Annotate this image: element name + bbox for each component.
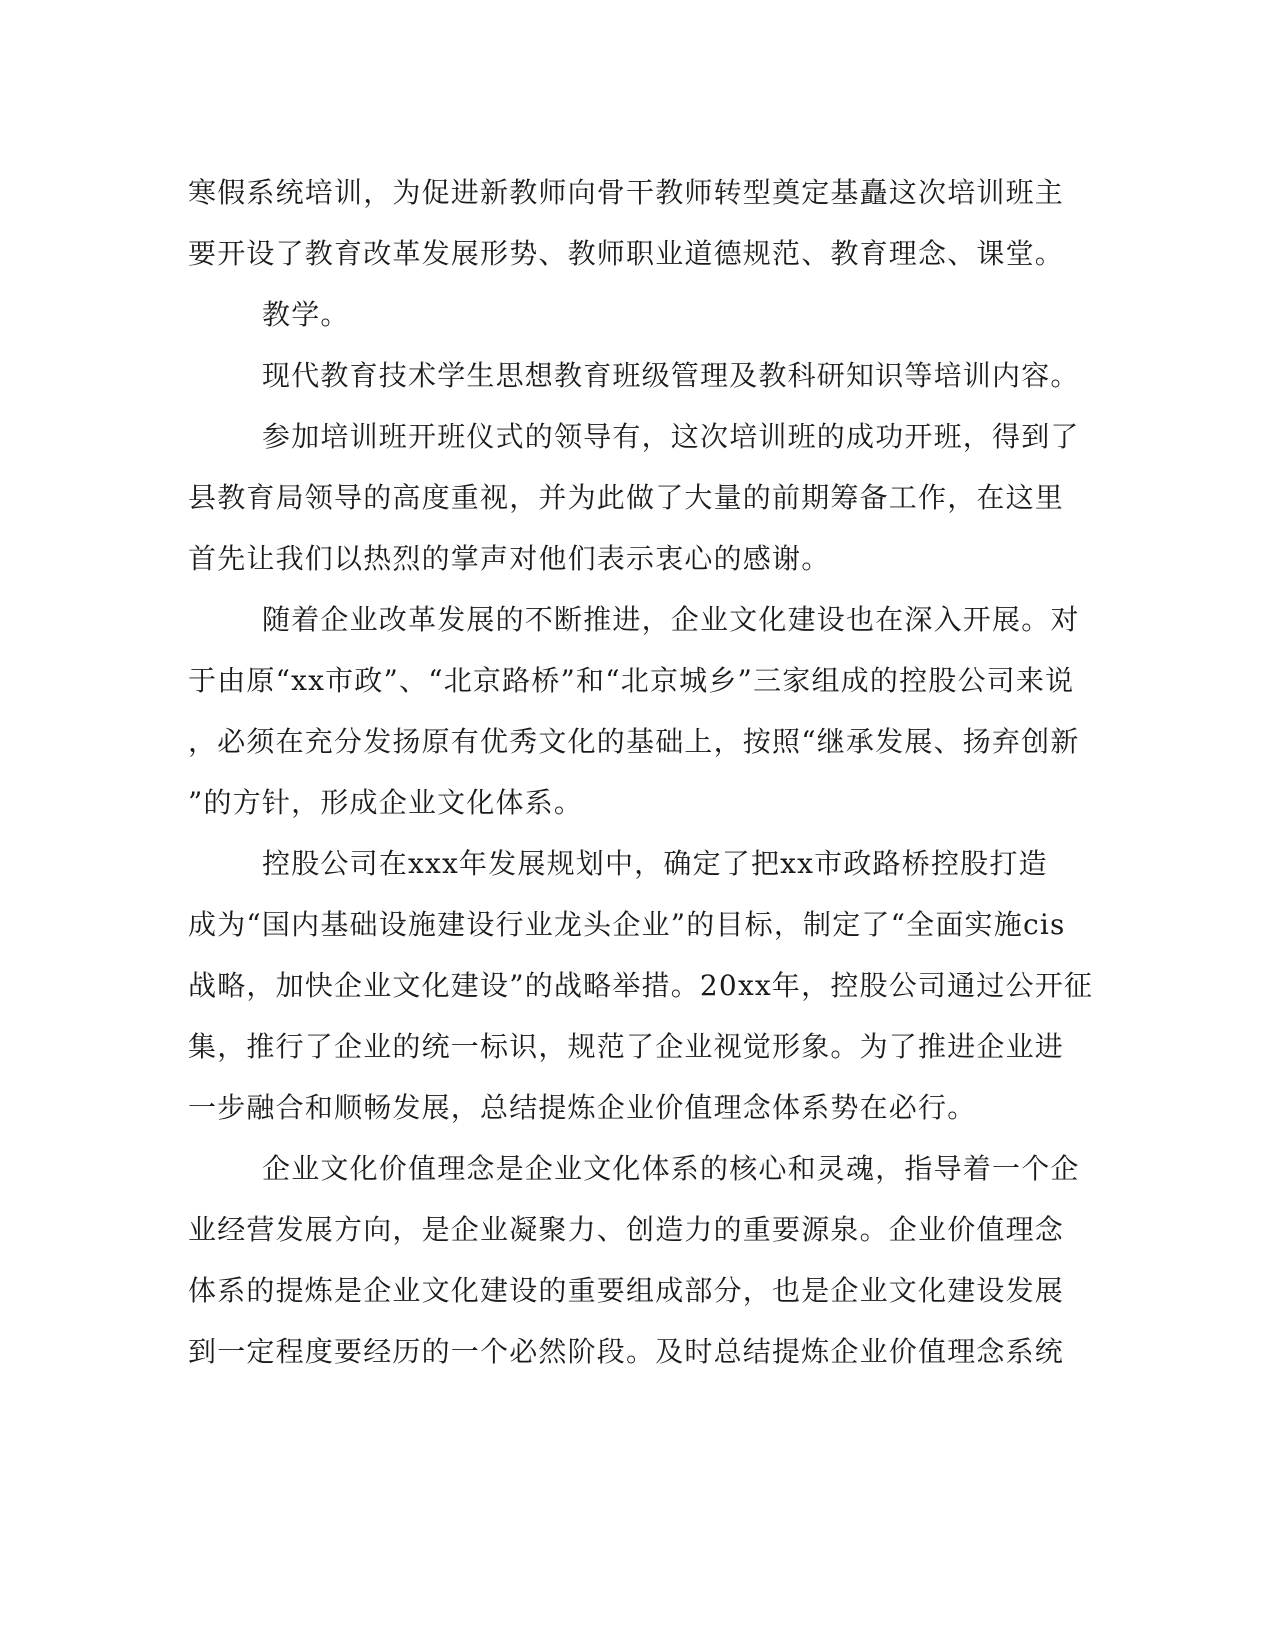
- text-line: 成为“国内基础设施建设行业龙头企业”的目标，制定了“全面实施cis: [188, 908, 1066, 941]
- text-line: 企业文化价值理念是企业文化体系的核心和灵魂，指导着一个企: [262, 1152, 1080, 1185]
- text-line: 战略，加快企业文化建设”的战略举措。20xx年，控股公司通过公开征: [188, 969, 1094, 1002]
- text-line: 体系的提炼是企业文化建设的重要组成部分，也是企业文化建设发展: [188, 1274, 1065, 1307]
- text-line: 要开设了教育改革发展形势、教师职业道德规范、教育理念、课堂。: [188, 237, 1065, 270]
- text-line: 一步融合和顺畅发展，总结提炼企业价值理念体系势在必行。: [188, 1091, 977, 1124]
- text-line: ，必须在充分发扬原有优秀文化的基础上，按照“继承发展、扬弃创新: [188, 725, 1080, 758]
- text-line: 于由原“xx市政”、“北京路桥”和“北京城乡”三家组成的控股公司来说: [188, 664, 1075, 697]
- text-line: 控股公司在xxx年发展规划中，确定了把xx市政路桥控股打造: [262, 847, 1048, 880]
- document-body: [188, 162, 1094, 1382]
- text-line: 寒假系统培训，为促进新教师向骨干教师转型奠定基矗这次培训班主: [188, 176, 1065, 209]
- text-line: 首先让我们以热烈的掌声对他们表示衷心的感谢。: [188, 542, 831, 575]
- text-line: 业经营发展方向，是企业凝聚力、创造力的重要源泉。企业价值理念: [188, 1213, 1065, 1246]
- text-line: 参加培训班开班仪式的领导有，这次培训班的成功开班，得到了: [262, 420, 1080, 453]
- text-line: 现代教育技术学生思想教育班级管理及教科研知识等培训内容。: [262, 359, 1080, 392]
- text-line: 随着企业改革发展的不断推进，企业文化建设也在深入开展。对: [262, 603, 1080, 636]
- text-line: 到一定程度要经历的一个必然阶段。及时总结提炼企业价值理念系统: [188, 1335, 1065, 1368]
- text-line: 教学。: [262, 298, 350, 331]
- text-line: 集，推行了企业的统一标识，规范了企业视觉形象。为了推进企业进: [188, 1030, 1065, 1063]
- text-line: 县教育局领导的高度重视，并为此做了大量的前期筹备工作，在这里: [188, 481, 1065, 514]
- text-line: ”的方针，形成企业文化体系。: [188, 786, 584, 819]
